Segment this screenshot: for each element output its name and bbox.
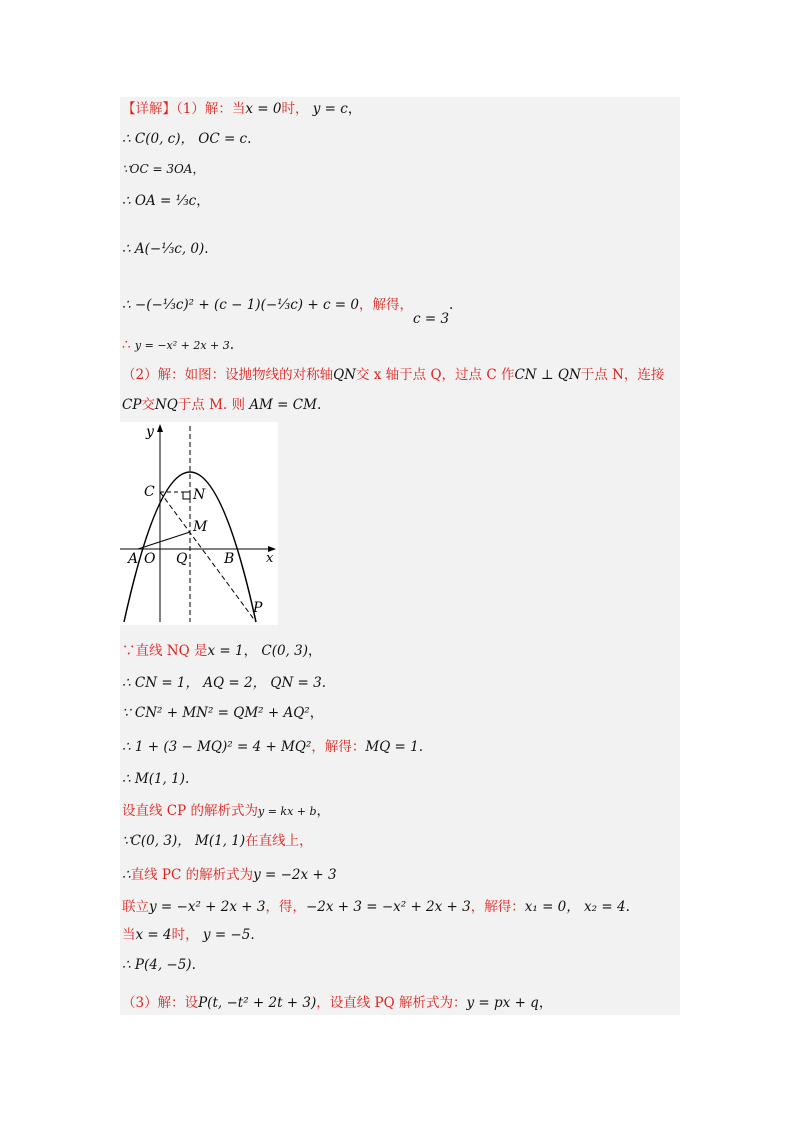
line-10: ∵直线 NQ 是x = 1， C(0, 3)， [122, 643, 322, 659]
parabola-figure [120, 422, 278, 625]
line-7: ∴ y = −x² + 2x + 3. [122, 337, 235, 353]
line-20: ∴ P(4, −5). [122, 957, 196, 973]
line-3: ∵OC = 3OA， [122, 162, 205, 176]
line-11: ∴ CN = 1， AQ = 2， QN = 3. [122, 675, 327, 691]
label-o: O [144, 551, 156, 567]
line-16: ∵C(0, 3)， M(1, 1)在直线上， [122, 833, 313, 849]
line-14: ∴ M(1, 1). [122, 771, 190, 787]
line-21: （3）解：设P(t, −t² + 2t + 3)，设直线 PQ 解析式为：y = px + q， [122, 995, 553, 1011]
line-4: ∴ OA = ⅓c， [122, 193, 210, 209]
line-6: ∴ −(−⅓c)² + (c − 1)(−⅓c) + c = 0，解得，c = 3. [122, 297, 454, 327]
line-13: ∴ 1 + (3 − MQ)² = 4 + MQ²，解得：MQ = 1. [122, 739, 424, 755]
y-axis-arrow [157, 424, 163, 432]
label-a: A [128, 551, 139, 567]
cp-line [160, 492, 256, 622]
line-17: ∴直线 PC 的解析式为y = −2x + 3 [122, 867, 337, 883]
label-m: M [193, 519, 208, 535]
label-p: P [253, 600, 263, 616]
line-2: ∴ C(0, c)， OC = c. [122, 131, 252, 147]
label-x: x [266, 551, 274, 566]
line-19: 当x = 4时， y = −5. [122, 927, 255, 943]
label-q: Q [176, 551, 188, 567]
line-9: CP交NQ于点 M. 则 AM = CM. [122, 397, 322, 413]
line-12: ∵ CN² + MN² = QM² + AQ²， [122, 705, 324, 721]
label-y: y [146, 424, 154, 440]
line-1: 【详解】（1）解：当x = 0时， y = c， [122, 101, 362, 117]
figure-svg [120, 422, 278, 625]
label-b: B [224, 551, 235, 567]
line-18: 联立y = −x² + 2x + 3，得，−2x + 3 = −x² + 2x + 3，解得：x₁ = 0， x₂ = 4. [122, 899, 630, 915]
line-5: ∴ A(−⅓c, 0). [122, 241, 209, 257]
right-angle-mark [183, 492, 190, 499]
label-c: C [144, 484, 155, 500]
label-n: N [193, 487, 206, 503]
line-15: 设直线 CP 的解析式为y = kx + b， [122, 803, 331, 819]
line-8: （2）解：如图：设抛物线的对称轴QN交 x 轴于点 Q，过点 C 作CN ⊥ QN于点 N，连接 [122, 367, 665, 383]
